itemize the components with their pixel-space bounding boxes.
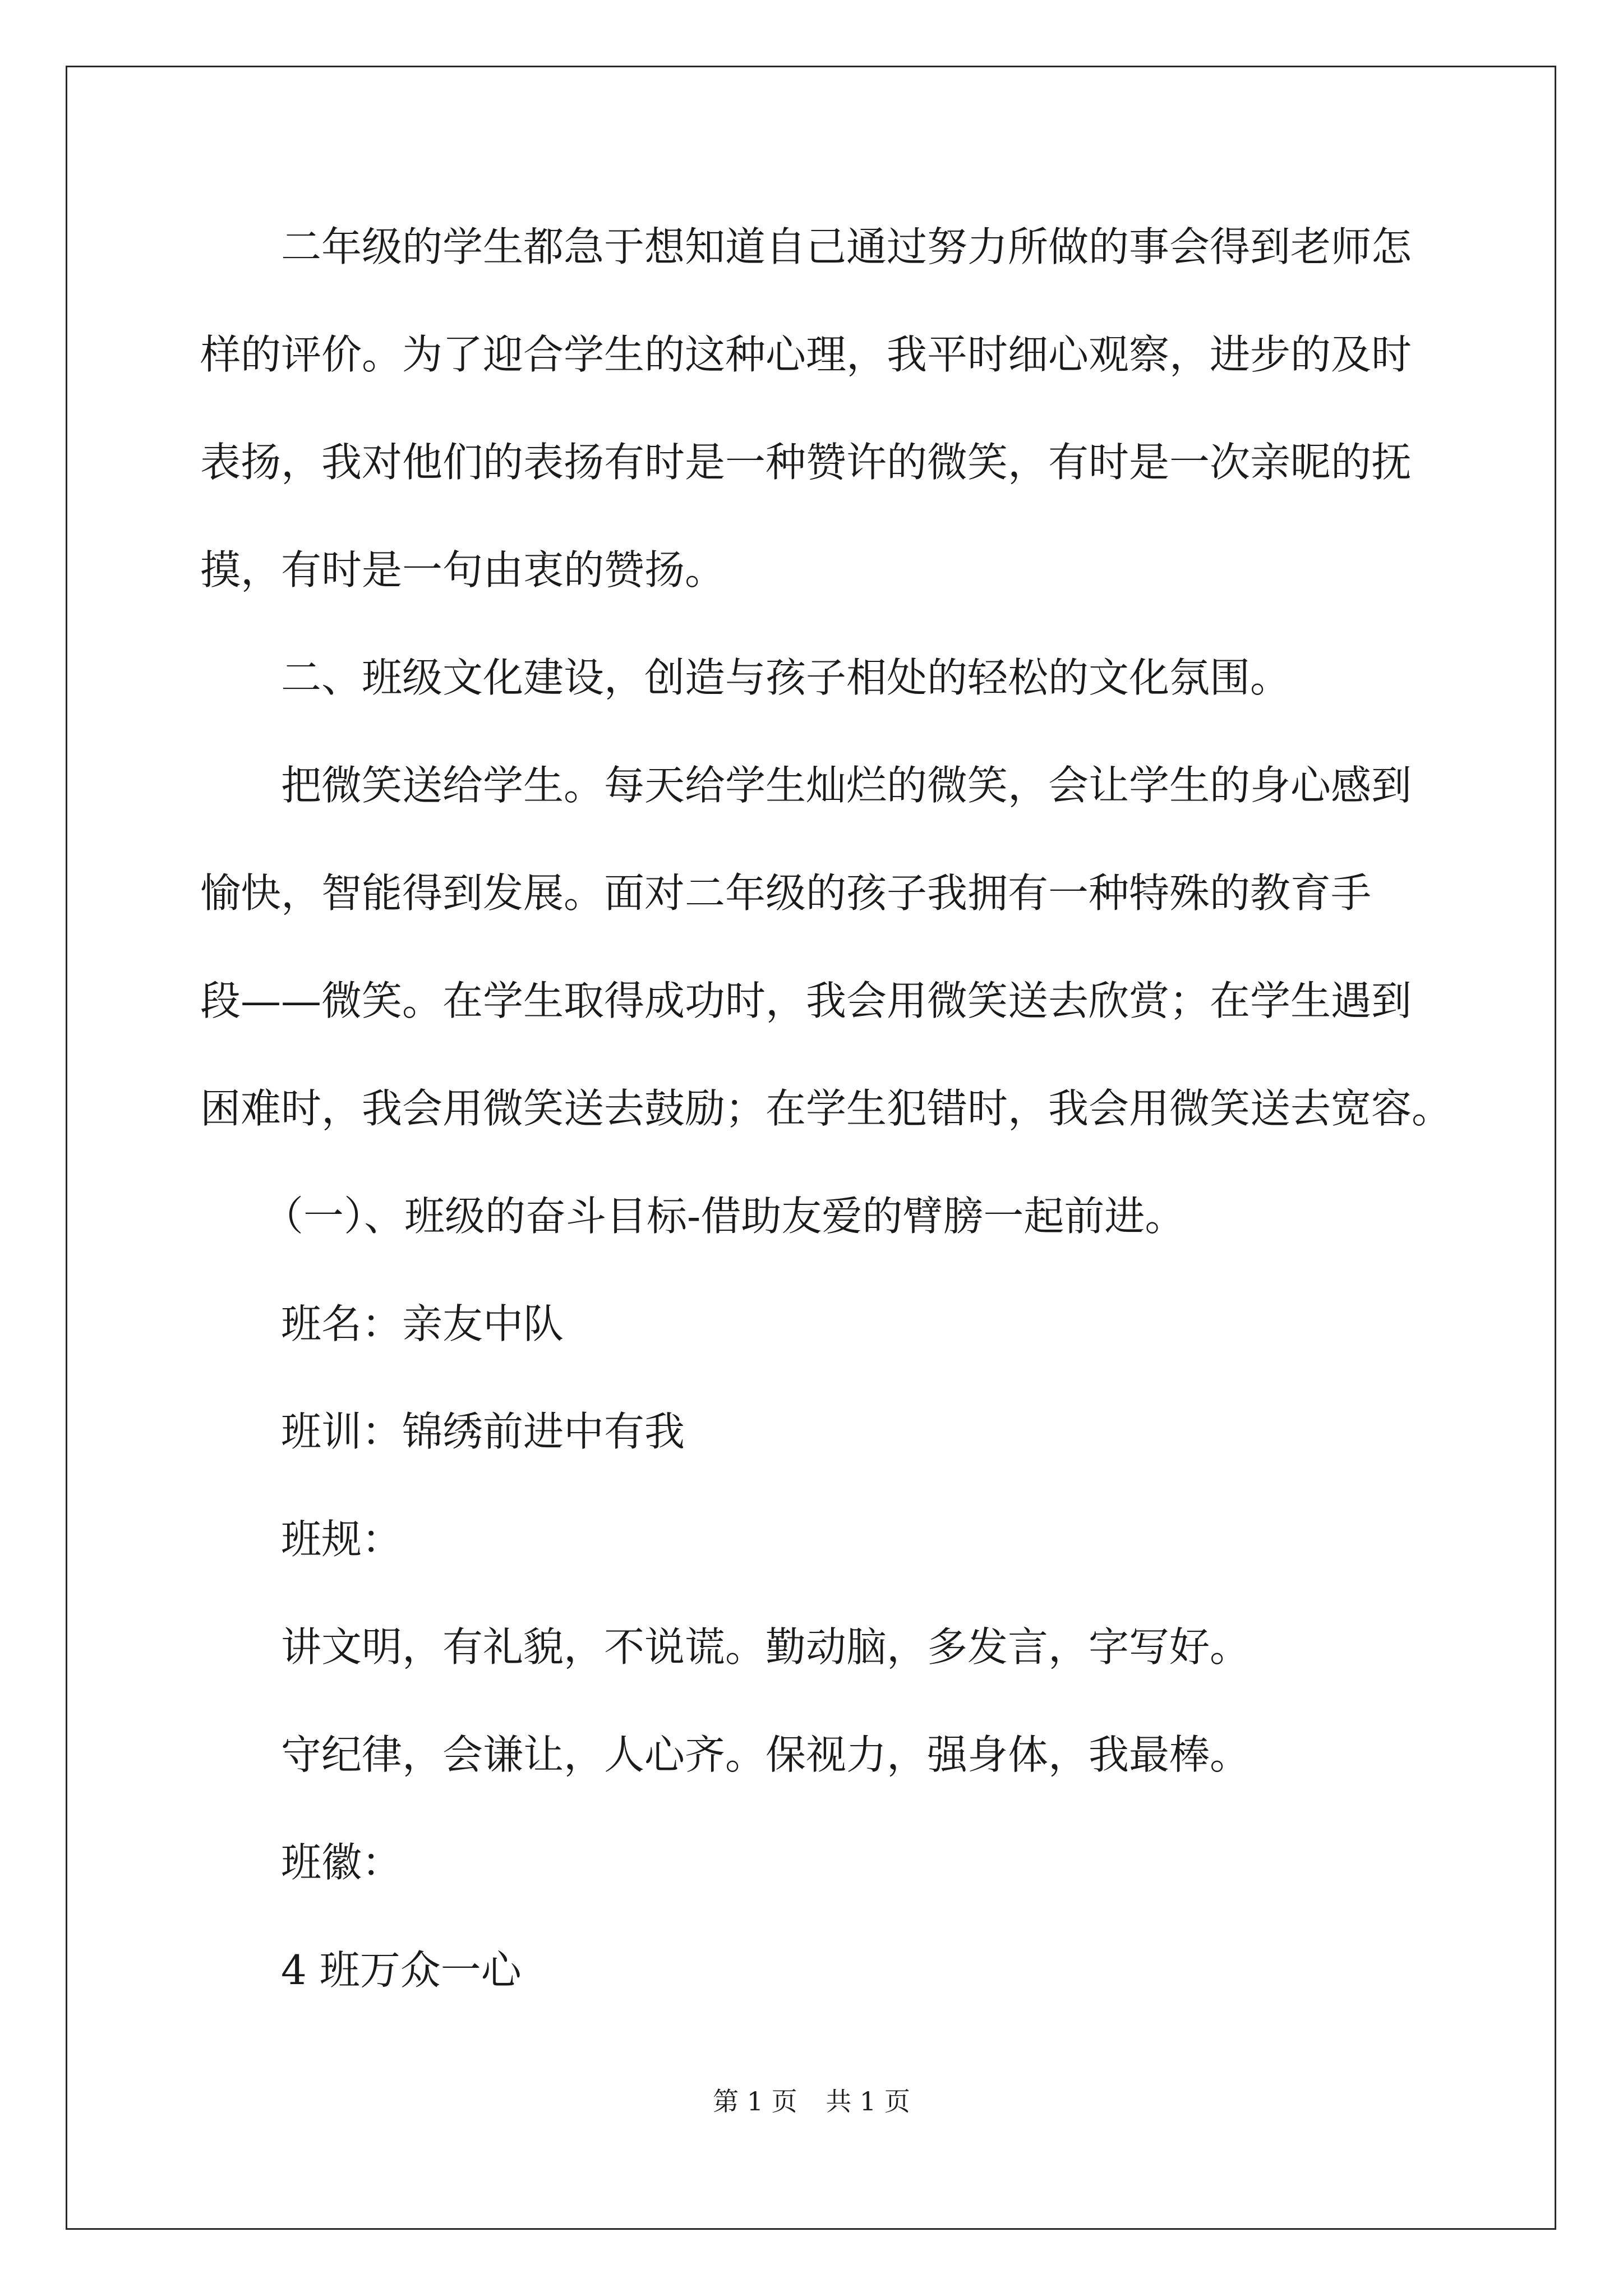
text-line: 困难时，我会用微笑送去鼓励；在学生犯错时，我会用微笑送去宽容。 <box>200 1085 1453 1132</box>
paragraph-6 <box>200 1405 1423 1458</box>
paragraph-11 <box>200 1943 1423 1997</box>
paragraph-1 <box>200 220 1423 597</box>
paragraph-10 <box>200 1835 1423 1889</box>
class-badge-text: 4 班万众一心 <box>281 1947 522 1994</box>
paragraph-7 <box>200 1512 1423 1566</box>
text-line: 表扬，我对他们的表扬有时是一种赞许的微笑，有时是一次亲昵的抚 <box>200 439 1412 486</box>
section-heading: 二、班级文化建设，创造与孩子相处的轻松的文化氛围。 <box>281 654 1291 701</box>
text-line: 把微笑送给学生。每天给学生灿烂的微笑，会让学生的身心感到 <box>281 762 1412 809</box>
page-total: 共 1 页 <box>826 2086 910 2116</box>
text-line: 二年级的学生都急于想知道自己通过努力所做的事会得到老师怎 <box>281 223 1412 270</box>
class-rule-line: 守纪律，会谦让，人心齐。保视力，强身体，我最棒。 <box>281 1731 1251 1778</box>
class-rules-label: 班规： <box>281 1516 403 1563</box>
paragraph-5 <box>200 1297 1423 1351</box>
document-body <box>200 220 1453 1997</box>
class-badge-label: 班徽： <box>281 1839 403 1886</box>
class-rule-line: 讲文明，有礼貌，不说谎。勤动脑，多发言，字写好。 <box>281 1623 1251 1671</box>
class-name-line: 班名：亲友中队 <box>281 1300 564 1347</box>
page-number: 第 1 页 <box>713 2086 797 2116</box>
paragraph-2 <box>200 651 1423 705</box>
text-line: 样的评价。为了迎合学生的这种心理，我平时细心观察，进步的及时 <box>200 331 1412 378</box>
text-line: 愉快，智能得到发展。面对二年级的孩子我拥有一种特殊的教育手 <box>200 869 1372 917</box>
class-motto-line: 班训：锦绣前进中有我 <box>281 1408 685 1455</box>
paragraph-4 <box>200 1189 1423 1243</box>
text-line: 摸，有时是一句由衷的赞扬。 <box>200 546 726 593</box>
paragraph-9 <box>200 1728 1423 1782</box>
paragraph-8 <box>200 1620 1423 1674</box>
subsection-heading: （一）、班级的奋斗目标-借助友爱的臂膀一起前进。 <box>263 1193 1186 1240</box>
text-line: 段——微笑。在学生取得成功时，我会用微笑送去欣赏；在学生遇到 <box>200 977 1412 1024</box>
page-footer <box>0 2085 1623 2118</box>
paragraph-3 <box>200 758 1453 1135</box>
